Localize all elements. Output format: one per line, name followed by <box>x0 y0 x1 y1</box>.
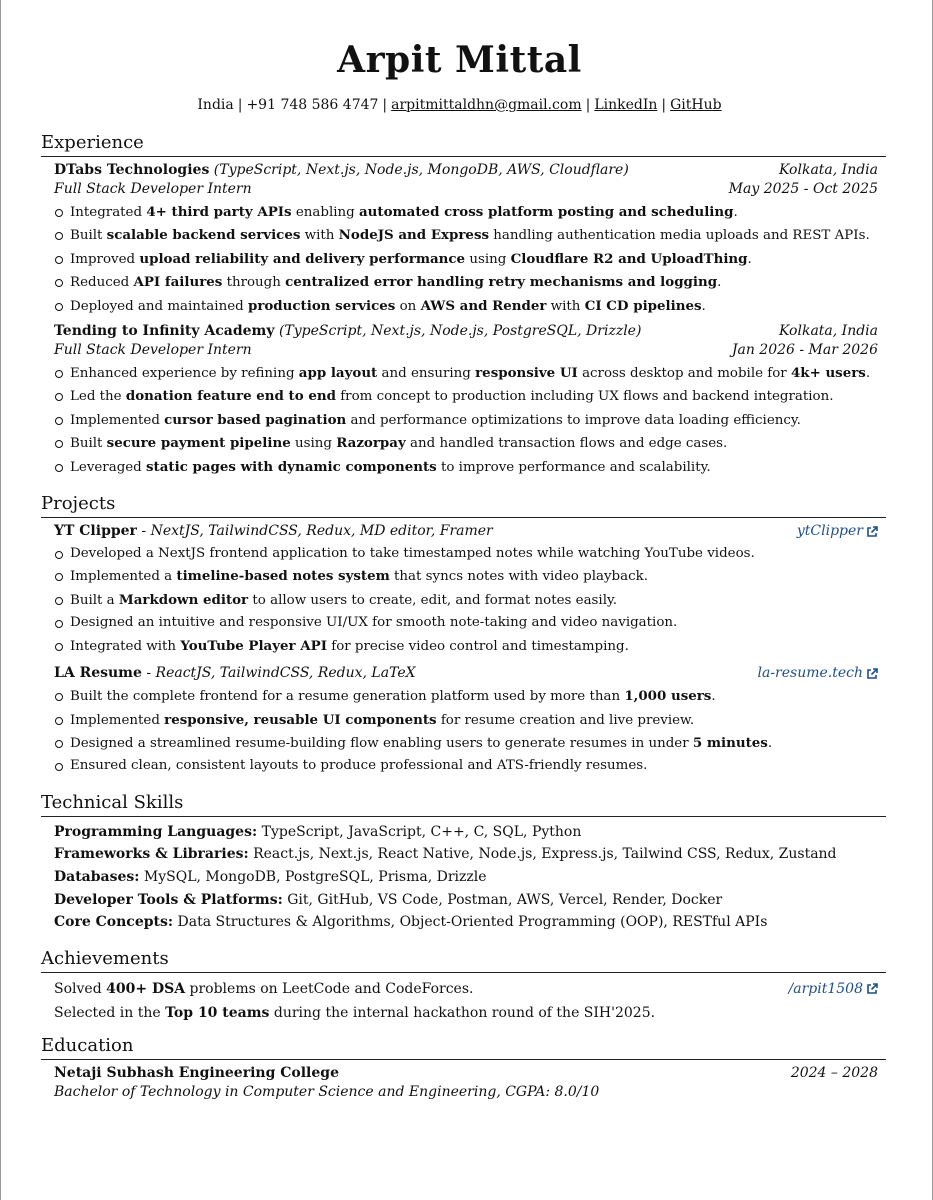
skill-value: Git, GitHub, VS Code, Postman, AWS, Vercel, Render, Docker <box>287 891 723 908</box>
bullet-list <box>54 685 878 778</box>
bullet-highlight: scalable backend services <box>106 227 301 244</box>
external-link-icon <box>866 526 878 538</box>
location-text: India <box>197 97 234 113</box>
skill-label: Frameworks & Libraries: <box>54 846 249 863</box>
bullet-item: Led the donation feature end to end from concept to production including UX flows and backend integration. <box>70 385 878 408</box>
achievement-text: Selected in the <box>54 1004 166 1021</box>
skills-list <box>54 821 878 934</box>
bullet-item: Ensured clean, consistent layouts to produce professional and ATS-friendly resumes. <box>70 755 878 777</box>
skill-row <box>54 911 878 934</box>
job-entry <box>54 322 878 479</box>
separator: | <box>237 97 243 113</box>
bullet-highlight: production services <box>247 297 396 314</box>
achievement-text: problems on LeetCode and CodeForces. <box>185 980 474 997</box>
bullet-highlight: Markdown editor <box>118 591 249 608</box>
skill-label: Developer Tools & Platforms: <box>54 891 283 908</box>
achievement-text: during the internal hackathon round of the SIH'2025. <box>269 1004 656 1021</box>
education-subheader <box>54 1083 878 1102</box>
bullet-highlight: Cloudflare R2 and UploadThing <box>510 250 748 267</box>
project-stack: ReactJS, TailwindCSS, Redux, LaTeX <box>155 665 416 682</box>
bullet-item: Built a Markdown editor to allow users to create, edit, and format notes easily. <box>70 589 878 612</box>
bullet-list <box>54 362 878 479</box>
bullet-highlight: responsive, reusable UI components <box>164 711 437 728</box>
project-link-text[interactable]: ytClipper <box>796 523 863 540</box>
bullet-highlight: donation feature end to end <box>125 388 336 405</box>
bullet-highlight: YouTube Player API <box>180 637 327 654</box>
project-header <box>54 522 878 541</box>
separator: | <box>585 97 591 113</box>
bullet-highlight: responsive UI <box>475 365 578 382</box>
bullet-highlight: static pages with dynamic components <box>146 458 437 475</box>
skill-label: Programming Languages: <box>54 823 258 840</box>
achievement-highlight: 400+ DSA <box>106 980 186 997</box>
bullet-highlight: 4k+ users <box>790 365 866 382</box>
bullet-item: Developed a NextJS frontend application to take timestamped notes while watching YouTube videos. <box>70 543 878 565</box>
dash: - <box>141 665 156 682</box>
bullet-highlight: 5 minutes <box>692 734 768 751</box>
project-link-text[interactable]: la-resume.tech <box>757 665 863 682</box>
bullet-item: Deployed and maintained production services on AWS and Render with CI CD pipelines. <box>70 295 878 318</box>
education-heading: Education <box>41 1035 886 1060</box>
external-link-icon <box>866 668 878 680</box>
achievements-heading: Achievements <box>41 948 886 973</box>
job-dates: Jan 2026 - Mar 2026 <box>731 342 878 359</box>
bullet-item: Built secure payment pipeline using Razorpay and handled transaction flows and edge cases. <box>70 432 878 455</box>
education-header <box>54 1064 878 1083</box>
school-name: Netaji Subhash Engineering College <box>54 1064 339 1081</box>
separator: | <box>661 97 667 113</box>
project-header <box>54 664 878 683</box>
skills-heading: Technical Skills <box>41 792 886 817</box>
skill-value: TypeScript, JavaScript, C++, C, SQL, Python <box>261 823 582 840</box>
skill-row <box>54 889 878 912</box>
email-link[interactable]: arpitmittaldhn@gmail.com <box>391 97 582 113</box>
bullet-item: Reduced API failures through centralized error handling retry mechanisms and logging. <box>70 271 878 294</box>
skill-row <box>54 821 878 844</box>
skill-value: MySQL, MongoDB, PostgreSQL, Prisma, Drizzle <box>143 868 487 885</box>
bullet-item: Implemented a timeline-based notes system that syncs notes with video playback. <box>70 565 878 588</box>
job-location: Kolkata, India <box>778 162 878 178</box>
project-entry <box>54 664 878 778</box>
bullet-list <box>54 543 878 658</box>
skill-value: React.js, Next.js, React Native, Node.js, Express.js, Tailwind CSS, Redux, Zustand <box>253 846 837 863</box>
achievement-text: Solved <box>54 980 107 997</box>
education-entry <box>54 1064 878 1102</box>
company-name: Tending to Infinity Academy <box>54 323 275 340</box>
bullet-item: Built the complete frontend for a resume generation platform used by more than 1,000 users. <box>70 685 878 708</box>
external-link-icon <box>866 983 878 995</box>
bullet-highlight: AWS and Render <box>420 297 547 314</box>
skill-label: Core Concepts: <box>54 914 174 931</box>
bullet-highlight: NodeJS and Express <box>338 227 490 244</box>
bullet-item: Enhanced experience by refining app layout and ensuring responsive UI across desktop and mobile for 4k+ users. <box>70 362 878 385</box>
tech-stack: (TypeScript, Next.js, Node.js, PostgreSQL, Drizzle) <box>278 323 642 340</box>
bullet-item: Designed a streamlined resume-building flow enabling users to generate resumes in under 5 minutes. <box>70 732 878 755</box>
bullet-highlight: API failures <box>133 274 223 291</box>
bullet-item: Implemented cursor based pagination and performance optimizations to improve data loading efficiency. <box>70 409 878 432</box>
skill-label: Databases: <box>54 868 140 885</box>
job-header <box>54 161 878 180</box>
linkedin-link[interactable]: LinkedIn <box>594 97 658 113</box>
skill-row <box>54 843 878 866</box>
degree-text: Bachelor of Technology in Computer Science and Engineering, CGPA: 8.0/10 <box>54 1083 600 1100</box>
contact-line <box>41 96 878 114</box>
leetcode-link-text[interactable]: /arpit1508 <box>788 980 863 997</box>
bullet-item: Designed an intuitive and responsive UI/UX for smooth note-taking and video navigation. <box>70 612 878 634</box>
bullet-item: Built scalable backend services with NodeJS and Express handling authentication media uploads and REST APIs. <box>70 224 878 247</box>
projects-heading: Projects <box>41 493 886 518</box>
separator: | <box>382 97 388 113</box>
achievements-list <box>54 977 878 1025</box>
bullet-highlight: Razorpay <box>336 435 406 452</box>
bullet-highlight: app layout <box>298 365 378 382</box>
leetcode-link[interactable] <box>789 977 878 1001</box>
bullet-item: Leveraged static pages with dynamic components to improve performance and scalability. <box>70 456 878 479</box>
project-stack: NextJS, TailwindCSS, Redux, MD editor, Framer <box>150 523 493 540</box>
experience-heading: Experience <box>41 132 886 157</box>
bullet-highlight: secure payment pipeline <box>106 435 291 452</box>
project-name: YT Clipper <box>54 523 137 540</box>
skill-value: Data Structures & Algorithms, Object-Oriented Programming (OOP), RESTful APIs <box>177 914 768 931</box>
job-header <box>54 322 878 341</box>
bullet-highlight: automated cross platform posting and scheduling <box>358 204 734 220</box>
achievement-highlight: Top 10 teams <box>165 1004 270 1021</box>
bullet-item: Improved upload reliability and delivery performance using Cloudflare R2 and UploadThing. <box>70 248 878 271</box>
bullet-item: Implemented responsive, reusable UI components for resume creation and live preview. <box>70 709 878 732</box>
bullet-highlight: centralized error handling retry mechanisms and logging <box>285 274 718 291</box>
resume-name: Arpit Mittal <box>337 39 582 81</box>
achievement-item <box>54 977 878 1001</box>
project-name: LA Resume <box>54 665 142 682</box>
education-dates: 2024 – 2028 <box>790 1064 878 1081</box>
bullet-highlight: 1,000 users <box>624 688 712 705</box>
bullet-item: Integrated with YouTube Player API for precise video control and timestamping. <box>70 635 878 658</box>
phone-text: +91 748 586 4747 <box>246 97 379 113</box>
company-name: DTabs Technologies <box>54 162 210 178</box>
job-role: Full Stack Developer Intern <box>54 342 252 359</box>
bullet-highlight: upload reliability and delivery performance <box>139 250 466 267</box>
project-link[interactable] <box>757 664 878 683</box>
project-link[interactable] <box>797 522 878 541</box>
bullet-list <box>54 201 878 318</box>
job-entry <box>54 161 878 318</box>
dash: - <box>136 523 151 540</box>
bullet-highlight: 4+ third party APIs <box>146 204 292 220</box>
job-role: Full Stack Developer Intern <box>54 181 252 197</box>
bullet-highlight: timeline-based notes system <box>176 568 390 585</box>
job-dates: May 2025 - Oct 2025 <box>728 181 878 197</box>
bullet-item: Integrated 4+ third party APIs enabling automated cross platform posting and scheduling. <box>70 201 878 224</box>
tech-stack: (TypeScript, Next.js, Node.js, MongoDB, AWS, Cloudflare) <box>213 162 629 178</box>
job-location: Kolkata, India <box>778 323 878 340</box>
job-subheader <box>54 180 878 199</box>
skill-row <box>54 866 878 889</box>
job-subheader <box>54 341 878 360</box>
github-link[interactable]: GitHub <box>670 97 722 113</box>
bullet-highlight: CI CD pipelines <box>584 297 702 314</box>
achievement-item <box>54 1001 878 1025</box>
bullet-highlight: cursor based pagination <box>164 411 347 428</box>
project-entry <box>54 522 878 658</box>
